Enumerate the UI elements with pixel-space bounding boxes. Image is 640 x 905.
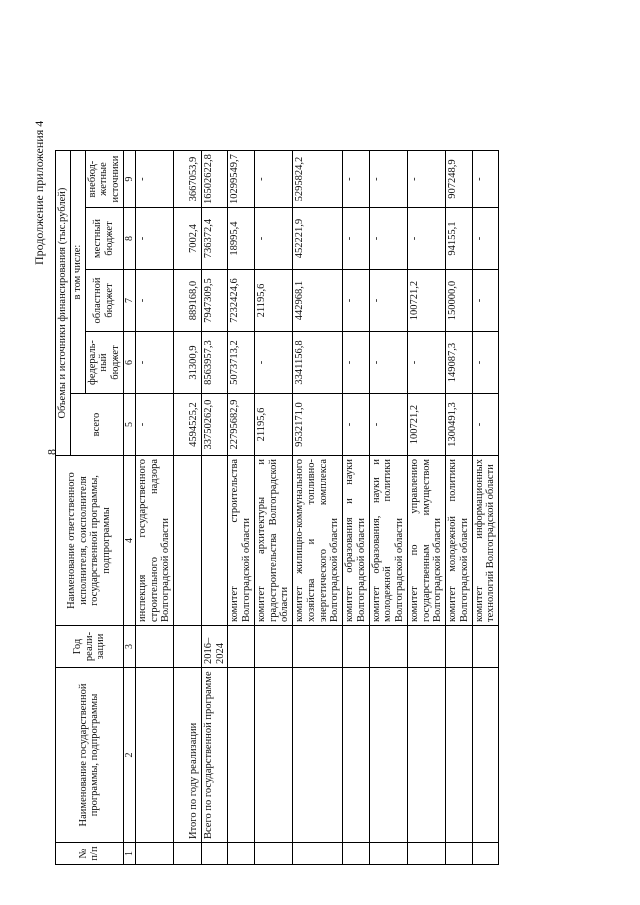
local-cell: 736372,4 [201, 208, 228, 270]
program-cell [446, 668, 473, 843]
local-cell: 18995,4 [228, 208, 255, 270]
executor-cell [174, 456, 202, 626]
row-number-cell [174, 843, 202, 865]
executor-cell [135, 456, 173, 626]
local-cell: - [472, 208, 499, 270]
row-number-cell [228, 843, 255, 865]
executor-cell [472, 456, 499, 626]
executor-text: инспекция государственного строительного надзора Волгоградской области [136, 459, 172, 622]
header-extra: внебюд-жетные источники [85, 151, 123, 208]
header-regional: областной бюджет [85, 270, 123, 332]
row-number-cell [135, 843, 173, 865]
table-row [254, 151, 292, 865]
federal-cell: - [369, 332, 407, 394]
program-cell [293, 668, 343, 843]
header-including: в том числе: [70, 151, 85, 394]
federal-cell: 149087,3 [446, 332, 473, 394]
header-year: Год реали-зации [56, 626, 124, 668]
year-cell [472, 626, 499, 668]
regional-cell: 889168,0 [174, 270, 202, 332]
executor-cell [369, 456, 407, 626]
table-row [293, 151, 343, 865]
local-cell: - [254, 208, 292, 270]
row-number-cell [369, 843, 407, 865]
extra-cell: 16502622,8 [201, 151, 228, 208]
row-number-cell [472, 843, 499, 865]
extra-cell: - [135, 151, 173, 208]
extra-cell: 10299549,7 [228, 151, 255, 208]
federal-cell: - [254, 332, 292, 394]
executor-text: комитет по управлению государственным имуществом Волгоградской области [408, 459, 444, 622]
local-cell: 7002,4 [174, 208, 202, 270]
year-cell [254, 626, 292, 668]
row-number-cell [293, 843, 343, 865]
year-cell [369, 626, 407, 668]
executor-cell [343, 456, 370, 626]
local-cell: - [369, 208, 407, 270]
table-row [369, 151, 407, 865]
regional-cell: 21195,6 [254, 270, 292, 332]
regional-cell: 150000,0 [446, 270, 473, 332]
table-row [472, 151, 499, 865]
total-cell: 21195,6 [254, 394, 292, 456]
table-row [228, 151, 255, 865]
total-cell: 22795682,9 [228, 394, 255, 456]
regional-cell: - [343, 270, 370, 332]
total-cell: 4594525,2 [174, 394, 202, 456]
index-cell: 7 [123, 270, 135, 332]
regional-cell: 7232424,6 [228, 270, 255, 332]
executor-text: комитет строительства Волгоградской области [229, 459, 253, 622]
regional-cell: - [472, 270, 499, 332]
federal-cell: - [407, 332, 445, 394]
row-number-cell [343, 843, 370, 865]
extra-cell: 3667053,9 [174, 151, 202, 208]
row-number-cell [446, 843, 473, 865]
header-federal: федераль-ный бюджет [85, 332, 123, 394]
executor-cell [228, 456, 255, 626]
program-cell [343, 668, 370, 843]
total-cell: 33750262,0 [201, 394, 228, 456]
page-number: 8 [44, 449, 59, 455]
total-cell: 1300491,3 [446, 394, 473, 456]
extra-cell: - [407, 151, 445, 208]
total-cell: - [369, 394, 407, 456]
table-row [201, 151, 228, 865]
executor-text: комитет информационных технологий Волгоградской области [473, 459, 497, 622]
header-local: местный бюджет [85, 208, 123, 270]
year-cell [228, 626, 255, 668]
table-row [174, 151, 202, 865]
extra-cell: 5295824,2 [293, 151, 343, 208]
federal-cell: - [135, 332, 173, 394]
regional-cell: - [135, 270, 173, 332]
program-cell [472, 668, 499, 843]
total-cell: - [135, 394, 173, 456]
header-row-1 [56, 151, 71, 865]
executor-text: комитет образования и науки Волгоградской области [344, 459, 367, 622]
header-total: всего [70, 394, 123, 456]
header-program: Наименование государственной программы, подпрограммы [56, 668, 124, 843]
regional-cell: 442968,1 [293, 270, 343, 332]
extra-cell: 907248,9 [446, 151, 473, 208]
table-body [135, 151, 498, 865]
index-cell: 2 [123, 668, 135, 843]
total-cell: 100721,2 [407, 394, 445, 456]
program-cell [201, 668, 228, 843]
appendix-caption: Продолжение приложения 4 [32, 120, 46, 265]
local-cell: 94155,1 [446, 208, 473, 270]
year-cell [446, 626, 473, 668]
index-cell: 8 [123, 208, 135, 270]
extra-cell: - [254, 151, 292, 208]
executor-text: комитет образования, науки и молодежной политики Волгоградской области [370, 459, 406, 622]
regional-cell: 7947309,5 [201, 270, 228, 332]
executor-cell [201, 456, 228, 626]
regional-cell: - [369, 270, 407, 332]
extra-cell: - [343, 151, 370, 208]
executor-cell [446, 456, 473, 626]
extra-cell: - [472, 151, 499, 208]
index-cell: 3 [123, 626, 135, 668]
financing-table [55, 150, 499, 865]
year-cell [174, 626, 202, 668]
federal-cell: - [472, 332, 499, 394]
index-cell: 6 [123, 332, 135, 394]
header-executor: Наименование ответственного исполнителя, соисполнителя государственной программы, подпрограммы [56, 456, 124, 626]
program-cell: Итого по году реализации [174, 668, 202, 843]
local-cell: - [135, 208, 173, 270]
program-cell [228, 668, 255, 843]
table-row [446, 151, 473, 865]
year-cell [135, 626, 173, 668]
regional-cell: 100721,2 [407, 270, 445, 332]
executor-text: комитет молодежной политики Волгоградской области [447, 459, 470, 622]
index-cell: 1 [123, 843, 135, 865]
local-cell: - [343, 208, 370, 270]
total-cell: 9532171,0 [293, 394, 343, 456]
total-cell: - [343, 394, 370, 456]
year-cell [293, 626, 343, 668]
program-cell [407, 668, 445, 843]
table-row [343, 151, 370, 865]
extra-cell: - [369, 151, 407, 208]
table-row [135, 151, 173, 865]
executor-text: комитет архитектуры и градостроительства Волгоградской области [255, 459, 291, 622]
column-index-row [123, 151, 135, 865]
program-cell [135, 668, 173, 843]
year-cell [343, 626, 370, 668]
federal-cell: 3341156,8 [293, 332, 343, 394]
federal-cell: 8563957,3 [201, 332, 228, 394]
header-volumes: Объемы и источники финансирования (тыс.рублей) [56, 151, 71, 456]
local-cell: 452221,9 [293, 208, 343, 270]
executor-cell [407, 456, 445, 626]
table-row [407, 151, 445, 865]
executor-text: комитет жилищно-коммунального хозяйства и топливно-энергетического комплекса Волгоградской области [294, 459, 341, 622]
year-cell [407, 626, 445, 668]
row-number-cell [201, 843, 228, 865]
executor-cell [293, 456, 343, 626]
program-cell [254, 668, 292, 843]
index-cell: 4 [123, 456, 135, 626]
program-cell [369, 668, 407, 843]
federal-cell: - [343, 332, 370, 394]
year-cell: 2016–2024 [201, 626, 228, 668]
row-number-cell [254, 843, 292, 865]
row-number-cell [407, 843, 445, 865]
program-text: Всего по государственной программе [202, 671, 214, 839]
federal-cell: 31300,9 [174, 332, 202, 394]
federal-cell: 5073713,2 [228, 332, 255, 394]
local-cell: - [407, 208, 445, 270]
executor-cell [254, 456, 292, 626]
index-cell: 9 [123, 151, 135, 208]
header-number: № п/п [56, 843, 124, 865]
index-cell: 5 [123, 394, 135, 456]
total-cell: - [472, 394, 499, 456]
